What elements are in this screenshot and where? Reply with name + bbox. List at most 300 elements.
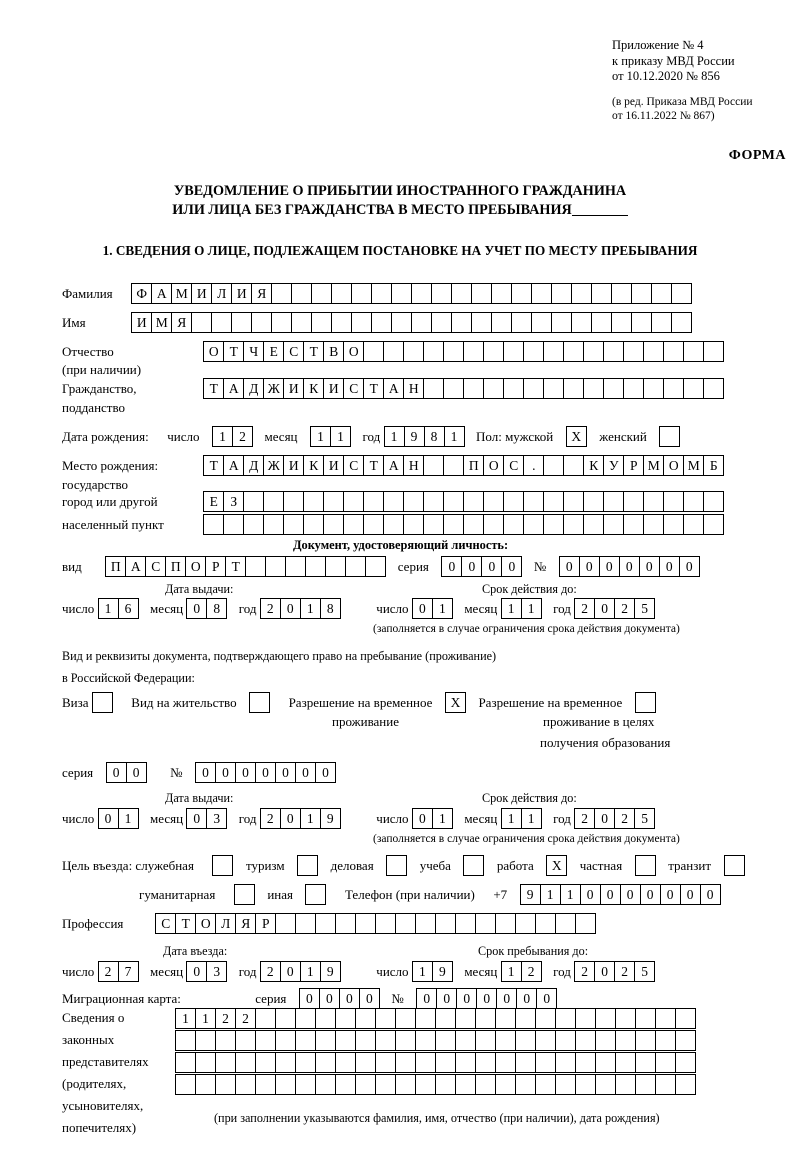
cell[interactable] [655,1030,676,1051]
cell[interactable] [535,1052,556,1073]
cell[interactable]: А [383,378,404,399]
cell[interactable]: 0 [639,556,660,577]
cell[interactable]: 1 [300,598,321,619]
cell[interactable] [543,341,564,362]
cell[interactable]: 0 [299,988,320,1009]
cell[interactable] [543,491,564,512]
idoc-type-input[interactable] [105,556,385,577]
cell[interactable] [563,341,584,362]
cell[interactable]: Р [255,913,276,934]
cell[interactable]: 0 [659,556,680,577]
cell[interactable] [471,283,492,304]
cell[interactable] [663,514,684,535]
cell[interactable]: 1 [432,808,453,829]
cell[interactable]: 2 [521,961,542,982]
cell[interactable]: 0 [126,762,147,783]
birthdate-month-input[interactable] [310,426,350,447]
cell[interactable]: Е [203,491,224,512]
cell[interactable] [603,378,624,399]
cell[interactable] [703,514,724,535]
cell[interactable] [375,1074,396,1095]
cell[interactable] [351,312,372,333]
cell[interactable] [323,514,344,535]
phone-input[interactable] [520,884,720,905]
sex-male-checkbox[interactable]: Х [566,426,587,447]
cell[interactable]: 0 [536,988,557,1009]
birthplace-line2-input[interactable] [203,491,723,512]
cell[interactable] [611,283,632,304]
cell[interactable] [635,1030,656,1051]
representatives-row-3-input[interactable] [175,1052,695,1073]
permit-valid-month-input[interactable] [501,808,541,829]
visa-checkbox[interactable] [92,692,113,713]
cell[interactable] [515,913,536,934]
edu-residence-checkbox[interactable] [635,692,656,713]
cell[interactable] [251,312,272,333]
cell[interactable]: 0 [619,556,640,577]
cell[interactable] [563,378,584,399]
cell[interactable] [571,312,592,333]
cell[interactable] [323,491,344,512]
cell[interactable] [331,283,352,304]
cell[interactable] [603,491,624,512]
cell[interactable] [615,1030,636,1051]
cell[interactable]: 2 [260,598,281,619]
cell[interactable]: 0 [436,988,457,1009]
entry-day-input[interactable] [98,961,138,982]
cell[interactable] [191,312,212,333]
cell[interactable]: 9 [320,808,341,829]
cell[interactable]: 1 [521,598,542,619]
cell[interactable] [423,378,444,399]
cell[interactable] [683,341,704,362]
cell[interactable] [435,1074,456,1095]
cell[interactable] [355,913,376,934]
cell[interactable]: Е [263,341,284,362]
cell[interactable] [623,491,644,512]
cell[interactable] [383,491,404,512]
cell[interactable] [255,1030,276,1051]
cell[interactable] [411,283,432,304]
cell[interactable] [495,1030,516,1051]
cell[interactable] [595,1008,616,1029]
cell[interactable]: 1 [384,426,405,447]
cell[interactable] [203,514,224,535]
cell[interactable]: Я [171,312,192,333]
cell[interactable]: З [223,491,244,512]
cell[interactable] [463,491,484,512]
cell[interactable] [575,1008,596,1029]
cell[interactable]: Т [363,455,384,476]
cell[interactable] [543,514,564,535]
cell[interactable]: И [191,283,212,304]
cell[interactable] [675,1052,696,1073]
cell[interactable] [403,341,424,362]
cell[interactable] [663,491,684,512]
cell[interactable]: 1 [540,884,561,905]
cell[interactable] [535,1074,556,1095]
idoc-valid-day-input[interactable] [412,598,452,619]
cell[interactable] [383,514,404,535]
cell[interactable] [623,378,644,399]
cell[interactable] [363,341,384,362]
cell[interactable] [275,1008,296,1029]
cell[interactable]: 2 [260,961,281,982]
cell[interactable]: Л [211,283,232,304]
cell[interactable]: А [223,378,244,399]
cell[interactable] [283,514,304,535]
cell[interactable]: 0 [461,556,482,577]
cell[interactable] [285,556,306,577]
representatives-row-1-input[interactable] [175,1008,695,1029]
cell[interactable] [683,378,704,399]
cell[interactable]: 0 [255,762,276,783]
cell[interactable] [555,1052,576,1073]
cell[interactable] [263,491,284,512]
cell[interactable]: И [131,312,152,333]
cell[interactable] [475,1052,496,1073]
cell[interactable] [455,1008,476,1029]
cell[interactable]: Т [203,455,224,476]
cell[interactable] [635,1008,656,1029]
cell[interactable] [295,1008,316,1029]
cell[interactable] [675,1008,696,1029]
cell[interactable]: 0 [456,988,477,1009]
idoc-valid-year-input[interactable] [574,598,654,619]
cell[interactable]: И [323,378,344,399]
cell[interactable]: 0 [295,762,316,783]
cell[interactable] [395,1052,416,1073]
cell[interactable]: 9 [520,884,541,905]
cell[interactable] [315,1074,336,1095]
idoc-valid-month-input[interactable] [501,598,541,619]
cell[interactable]: 0 [679,556,700,577]
cell[interactable] [675,1030,696,1051]
cell[interactable] [395,1008,416,1029]
cell[interactable] [471,312,492,333]
cell[interactable]: . [523,455,544,476]
cell[interactable]: 0 [98,808,119,829]
idoc-issue-year-input[interactable] [260,598,340,619]
cell[interactable]: Д [243,378,264,399]
cell[interactable]: 2 [235,1008,256,1029]
cell[interactable] [603,514,624,535]
cell[interactable]: 0 [315,762,336,783]
cell[interactable]: Л [215,913,236,934]
cell[interactable]: Я [251,283,272,304]
cell[interactable] [451,312,472,333]
cell[interactable]: 1 [330,426,351,447]
cell[interactable] [503,514,524,535]
cell[interactable]: 0 [412,598,433,619]
cell[interactable]: 0 [215,762,236,783]
cell[interactable] [495,1008,516,1029]
cell[interactable] [375,1052,396,1073]
stay-day-input[interactable] [412,961,452,982]
cell[interactable] [331,312,352,333]
cell[interactable] [451,283,472,304]
cell[interactable] [551,312,572,333]
cell[interactable]: О [195,913,216,934]
cell[interactable] [315,913,336,934]
cell[interactable]: Н [403,455,424,476]
cell[interactable]: Д [243,455,264,476]
cell[interactable] [703,341,724,362]
cell[interactable] [543,378,564,399]
cell[interactable]: 0 [195,762,216,783]
cell[interactable] [563,455,584,476]
cell[interactable] [271,312,292,333]
cell[interactable]: П [165,556,186,577]
cell[interactable] [311,312,332,333]
cell[interactable] [663,378,684,399]
cell[interactable]: 0 [339,988,360,1009]
cell[interactable] [511,283,532,304]
cell[interactable]: 0 [319,988,340,1009]
birthplace-line3-input[interactable] [203,514,723,535]
cell[interactable] [515,1052,536,1073]
cell[interactable]: 2 [232,426,253,447]
cell[interactable] [315,1008,336,1029]
cell[interactable] [495,913,516,934]
cell[interactable]: 1 [300,961,321,982]
cell[interactable]: 0 [594,598,615,619]
cell[interactable]: С [283,341,304,362]
cell[interactable]: 0 [412,808,433,829]
cell[interactable] [475,1030,496,1051]
cell[interactable] [431,312,452,333]
cell[interactable]: А [223,455,244,476]
temp-residence-checkbox[interactable]: Х [445,692,466,713]
cell[interactable]: 1 [98,598,119,619]
cell[interactable]: 0 [501,556,522,577]
cell[interactable] [315,1030,336,1051]
cell[interactable] [383,341,404,362]
permit-number-input[interactable] [195,762,335,783]
purpose-private-checkbox[interactable] [635,855,656,876]
cell[interactable] [275,913,296,934]
patronymic-input[interactable] [203,341,723,362]
cell[interactable] [395,1030,416,1051]
cell[interactable] [235,1074,256,1095]
cell[interactable]: Я [235,913,256,934]
cell[interactable]: А [125,556,146,577]
cell[interactable]: 1 [444,426,465,447]
cell[interactable] [635,1052,656,1073]
cell[interactable] [675,1074,696,1095]
cell[interactable] [455,1030,476,1051]
cell[interactable] [303,514,324,535]
cell[interactable] [655,1074,676,1095]
cell[interactable] [491,283,512,304]
cell[interactable] [615,1008,636,1029]
cell[interactable] [575,913,596,934]
cell[interactable] [583,378,604,399]
cell[interactable]: Т [303,341,324,362]
cell[interactable]: Б [703,455,724,476]
cell[interactable] [671,312,692,333]
cell[interactable] [403,491,424,512]
permit-issue-day-input[interactable] [98,808,138,829]
cell[interactable] [583,514,604,535]
cell[interactable] [663,341,684,362]
permit-issue-year-input[interactable] [260,808,340,829]
cell[interactable] [523,378,544,399]
cell[interactable] [643,341,664,362]
cell[interactable]: О [663,455,684,476]
idoc-issue-month-input[interactable] [186,598,226,619]
representatives-row-4-input[interactable] [175,1074,695,1095]
cell[interactable] [411,312,432,333]
cell[interactable] [275,1052,296,1073]
cell[interactable]: И [283,455,304,476]
cell[interactable] [345,556,366,577]
cell[interactable] [531,283,552,304]
cell[interactable]: М [151,312,172,333]
cell[interactable] [255,1008,276,1029]
cell[interactable] [575,1052,596,1073]
cell[interactable] [475,1074,496,1095]
cell[interactable]: 0 [186,808,207,829]
cell[interactable] [503,491,524,512]
purpose-work-checkbox[interactable]: Х [546,855,567,876]
migration-series-input[interactable] [299,988,379,1009]
name-input[interactable] [131,312,691,333]
cell[interactable] [555,913,576,934]
cell[interactable] [523,491,544,512]
cell[interactable] [463,378,484,399]
cell[interactable] [651,312,672,333]
cell[interactable] [375,913,396,934]
cell[interactable]: М [683,455,704,476]
cell[interactable] [271,283,292,304]
permit-valid-day-input[interactable] [412,808,452,829]
cell[interactable] [175,1030,196,1051]
cell[interactable] [535,1030,556,1051]
cell[interactable] [515,1008,536,1029]
cell[interactable]: 0 [496,988,517,1009]
cell[interactable]: 9 [404,426,425,447]
cell[interactable] [255,1052,276,1073]
cell[interactable] [623,514,644,535]
cell[interactable]: 1 [310,426,331,447]
cell[interactable]: Ч [243,341,264,362]
cell[interactable]: 1 [560,884,581,905]
cell[interactable]: О [185,556,206,577]
cell[interactable] [175,1074,196,1095]
cell[interactable] [355,1074,376,1095]
cell[interactable]: 0 [640,884,661,905]
cell[interactable] [483,341,504,362]
cell[interactable] [415,1052,436,1073]
cell[interactable] [515,1074,536,1095]
cell[interactable] [535,913,556,934]
cell[interactable]: 0 [280,598,301,619]
cell[interactable]: 2 [215,1008,236,1029]
cell[interactable] [265,556,286,577]
cell[interactable] [245,556,266,577]
cell[interactable] [555,1008,576,1029]
cell[interactable] [523,514,544,535]
cell[interactable]: 0 [280,961,301,982]
cell[interactable] [243,514,264,535]
cell[interactable]: 0 [516,988,537,1009]
cell[interactable]: 1 [300,808,321,829]
cell[interactable] [475,913,496,934]
cell[interactable] [463,514,484,535]
citizenship-input[interactable] [203,378,723,399]
cell[interactable] [443,491,464,512]
birthdate-day-input[interactable] [212,426,252,447]
cell[interactable] [523,341,544,362]
cell[interactable] [355,1008,376,1029]
cell[interactable] [531,312,552,333]
cell[interactable]: 9 [432,961,453,982]
cell[interactable]: Т [175,913,196,934]
cell[interactable] [435,1030,456,1051]
cell[interactable]: И [323,455,344,476]
cell[interactable]: Т [363,378,384,399]
cell[interactable] [423,455,444,476]
idoc-number-input[interactable] [559,556,699,577]
cell[interactable]: 0 [579,556,600,577]
cell[interactable] [495,1074,516,1095]
cell[interactable]: 0 [106,762,127,783]
cell[interactable]: 0 [700,884,721,905]
cell[interactable]: М [171,283,192,304]
cell[interactable] [551,283,572,304]
purpose-transit-checkbox[interactable] [724,855,745,876]
cell[interactable]: Р [623,455,644,476]
cell[interactable]: О [483,455,504,476]
cell[interactable]: 2 [574,961,595,982]
cell[interactable] [215,1030,236,1051]
cell[interactable] [175,1052,196,1073]
cell[interactable] [511,312,532,333]
cell[interactable]: 0 [600,884,621,905]
cell[interactable] [631,312,652,333]
cell[interactable] [283,491,304,512]
cell[interactable]: 0 [594,808,615,829]
cell[interactable]: К [583,455,604,476]
cell[interactable] [235,1030,256,1051]
cell[interactable]: 1 [195,1008,216,1029]
cell[interactable] [415,1074,436,1095]
cell[interactable]: Ж [263,455,284,476]
cell[interactable]: 1 [212,426,233,447]
birthdate-year-input[interactable] [384,426,464,447]
cell[interactable]: С [155,913,176,934]
cell[interactable] [563,491,584,512]
cell[interactable] [595,1074,616,1095]
cell[interactable] [703,491,724,512]
cell[interactable]: Н [403,378,424,399]
cell[interactable]: 0 [476,988,497,1009]
cell[interactable]: 0 [620,884,641,905]
cell[interactable] [463,341,484,362]
cell[interactable] [563,514,584,535]
cell[interactable] [455,1052,476,1073]
cell[interactable]: 1 [432,598,453,619]
cell[interactable] [611,312,632,333]
cell[interactable]: Ф [131,283,152,304]
cell[interactable]: 0 [235,762,256,783]
cell[interactable]: 5 [634,961,655,982]
cell[interactable] [415,1008,436,1029]
cell[interactable]: 0 [680,884,701,905]
cell[interactable]: 1 [118,808,139,829]
cell[interactable]: 0 [275,762,296,783]
